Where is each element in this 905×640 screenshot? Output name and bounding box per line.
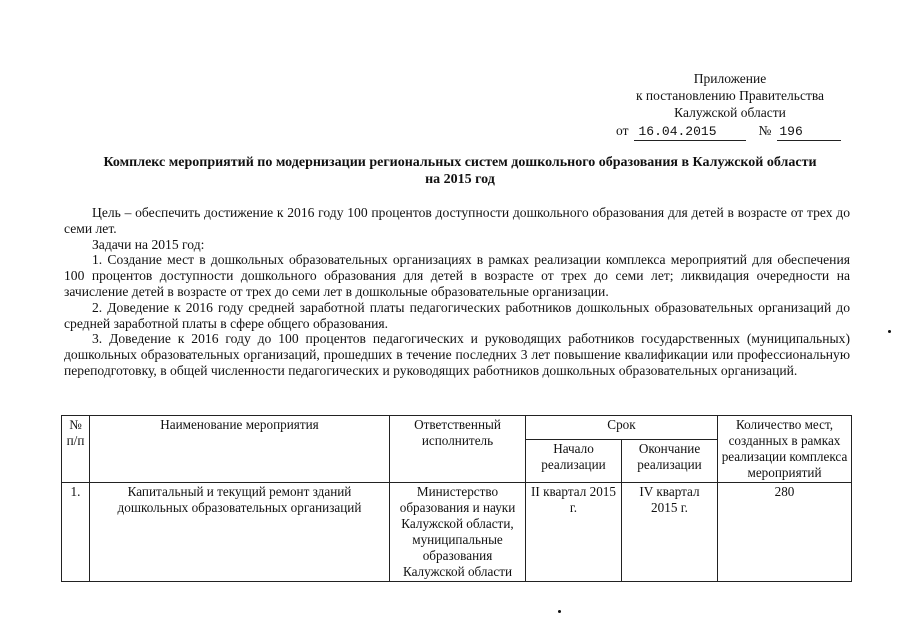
number-prefix: № (758, 123, 772, 138)
row-places: 280 (718, 483, 852, 582)
annex-line-1: Приложение (693, 71, 767, 86)
header-term: Срок (526, 416, 718, 440)
document-number: 196 (777, 124, 841, 141)
header-places: Количество мест, созданных в рамках реализации комплекса мероприятий (718, 416, 852, 483)
row-name: Капитальный и текущий ремонт зданий дошкольных образовательных организаций (90, 483, 390, 582)
document-title (60, 154, 860, 188)
row-start: II квартал 2015 г. (526, 483, 622, 582)
header-end: Окончание реализации (622, 439, 718, 482)
table-row (62, 483, 852, 582)
annex-block (600, 70, 860, 141)
goal-paragraph: Цель – обеспечить достижение к 2016 году 100 процентов доступности дошкольного образования для детей в возрасте от трех до семи лет. (64, 205, 850, 236)
document-body (64, 205, 850, 379)
annex-date-number-row (616, 122, 860, 141)
annex-line-3: Калужской области (674, 105, 786, 120)
document-date: 16.04.2015 (634, 124, 746, 141)
header-num: № п/п (62, 416, 90, 483)
date-prefix: от (616, 123, 629, 138)
title-line-1: Комплекс мероприятий по модернизации региональных систем дошкольного образования в Калужской области (103, 155, 817, 170)
row-num: 1. (62, 483, 90, 582)
title-line-2: на 2015 год (425, 172, 495, 187)
header-executor: Ответственный исполнитель (390, 416, 526, 483)
scan-speck (888, 330, 891, 333)
row-executor: Министерство образования и науки Калужской области, муниципальные образования Калужской области (390, 483, 526, 582)
task-1-paragraph: 1. Создание мест в дошкольных образовательных организациях в рамках реализации комплекса мероприятий для обеспечения 100 процентов доступности дошкольного образования для детей в возрасте от трех до семи лет; ликвидация очередности на зачисление детей в возрасте от трех до семи лет в дошкольные образовательные организации. (64, 252, 850, 299)
table-header-row (62, 416, 852, 440)
annex-line-2: к постановлению Правительства (635, 88, 825, 103)
scan-speck (558, 610, 561, 613)
task-2-paragraph: 2. Доведение к 2016 году средней заработной платы педагогических работников дошкольных образовательных организаций до средней заработной платы в сфере общего образования. (64, 299, 850, 331)
header-name: Наименование мероприятия (90, 416, 390, 483)
header-start: Начало реализации (526, 439, 622, 482)
task-3-paragraph: 3. Доведение к 2016 году до 100 процентов педагогических и руководящих работников государственных (муниципальных) дошкольных образовательных организаций, прошедших в течение последних 3 лет повышение квалификации или профессиональную переподготовку, в общей численности педагогических и руководящих работников дошкольных образовательных организаций. (64, 331, 850, 378)
tasks-heading: Задачи на 2015 год: (92, 236, 205, 252)
measures-table (61, 415, 852, 582)
row-end: IV квартал 2015 г. (622, 483, 718, 582)
